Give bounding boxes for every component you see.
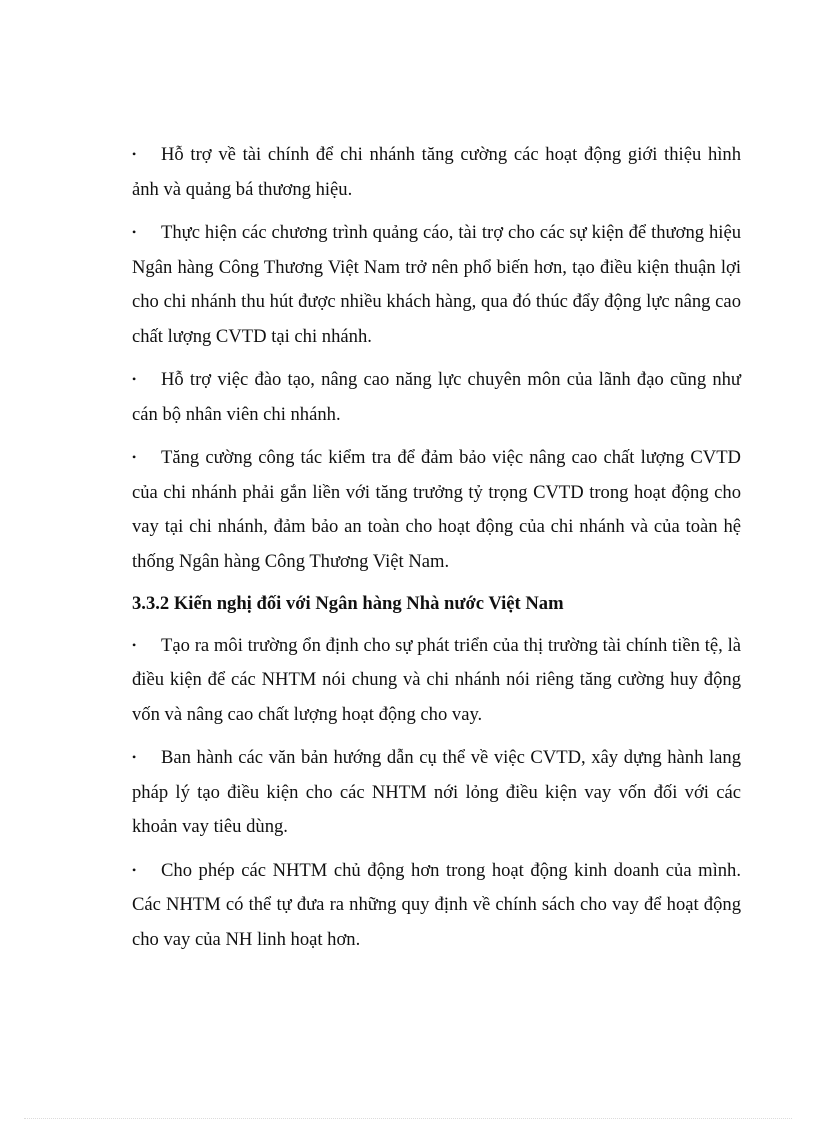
paragraph-text: Thực hiện các chương trình quảng cáo, tài trợ cho các sự kiện để thương hiệu Ngân hàng Công Thương Việt Nam trở nên phổ biến hơn, tạo điều kiện thuận lợi cho chi nhánh thu hút được nhiều khách hàng, qua đó thúc đẩy động lực nâng cao chất lượng CVTD tại chi nhánh.	[132, 222, 741, 347]
bullet-paragraph	[132, 628, 741, 733]
bullet-paragraph	[132, 853, 741, 958]
section-heading: 3.3.2 Kiến nghị đối với Ngân hàng Nhà nước Việt Nam	[132, 593, 564, 614]
bullet-paragraph	[132, 215, 741, 354]
paragraph-text: Cho phép các NHTM chủ động hơn trong hoạt động kinh doanh của mình. Các NHTM có thể tự đưa ra những quy định về chính sách cho vay để hoạt động cho vay của NH linh hoạt hơn.	[132, 859, 741, 950]
bullet-icon: •	[132, 147, 137, 161]
paragraph-text: Hỗ trợ việc đào tạo, nâng cao năng lực chuyên môn của lãnh đạo cũng như cán bộ nhân viên chi nhánh.	[132, 369, 741, 425]
bullet-icon: •	[132, 225, 137, 239]
document-body	[132, 137, 741, 965]
bullet-icon: •	[132, 450, 137, 464]
bullet-icon: •	[132, 637, 137, 652]
paragraph-text: Tạo ra môi trường ổn định cho sự phát triển của thị trường tài chính tiền tệ, là điều kiện để các NHTM nói chung và chi nhánh nói riêng tăng cường huy động vốn và nâng cao chất lượng hoạt động cho vay.	[132, 634, 741, 725]
bullet-icon: •	[132, 862, 137, 877]
paragraph-text: Tăng cường công tác kiểm tra để đảm bảo việc nâng cao chất lượng CVTD của chi nhánh phải gắn liền với tăng trưởng tỷ trọng CVTD trong hoạt động cho vay tại chi nhánh, đảm bảo an toàn cho hoạt động của chi nhánh và của toàn hệ thống Ngân hàng Công Thương Việt Nam.	[132, 447, 741, 572]
bullet-icon: •	[132, 750, 137, 764]
paragraph-text: Ban hành các văn bản hướng dẫn cụ thể về việc CVTD, xây dựng hành lang pháp lý tạo điều kiện cho các NHTM nới lỏng điều kiện vay vốn đối với các khoản vay tiêu dùng.	[132, 747, 741, 837]
bullet-paragraph	[132, 137, 741, 207]
paragraph-text: Hỗ trợ về tài chính để chi nhánh tăng cường các hoạt động giới thiệu hình ảnh và quảng bá thương hiệu.	[132, 144, 741, 200]
bullet-icon: •	[132, 372, 137, 386]
bullet-paragraph	[132, 440, 741, 579]
bullet-paragraph	[132, 740, 741, 845]
page-bottom-divider	[24, 1118, 792, 1119]
bullet-paragraph	[132, 362, 741, 432]
